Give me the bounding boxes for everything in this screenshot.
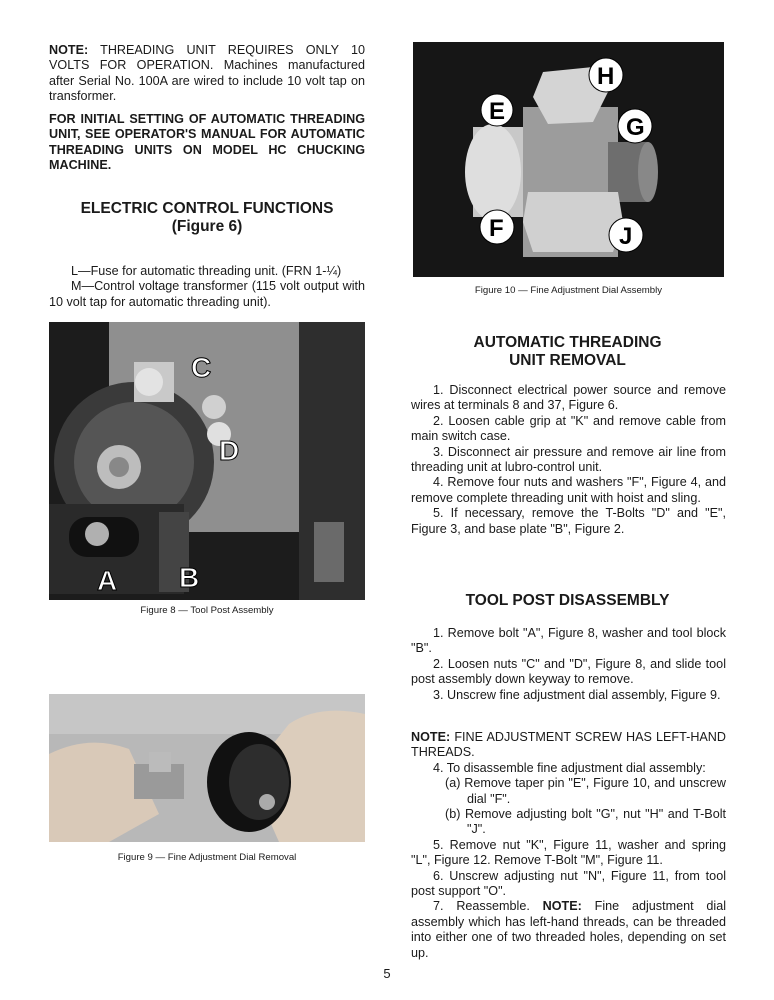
removal-steps bbox=[411, 383, 726, 537]
fig8-label-d: D bbox=[219, 435, 240, 466]
step-6: 6. Unscrew adjusting nut "N", Figure 11, from tool post support "O". bbox=[411, 868, 726, 899]
page-number: 5 bbox=[383, 966, 391, 981]
figure-10-photo bbox=[413, 42, 724, 277]
removal-step: 1. Disconnect electrical power source and remove wires at terminals 8 and 37, Figure 6. bbox=[411, 383, 726, 413]
note2-text: FINE ADJUSTMENT SCREW HAS LEFT-HAND THREADS. bbox=[411, 730, 727, 760]
figure-9-photo bbox=[49, 694, 365, 842]
fig10-label-h: H bbox=[597, 63, 615, 90]
removal-heading-line-2: UNIT REMOVAL bbox=[509, 352, 626, 369]
figure-9-caption: Figure 9 — Fine Adjustment Dial Removal bbox=[117, 852, 297, 863]
initial-setting-note: FOR INITIAL SETTING OF AUTOMATIC THREADING UNIT, SEE OPERATOR'S MANUAL FOR AUTOMATIC THREADING UNITS ON MODEL HC CHUCKING MACHINE. bbox=[49, 112, 365, 173]
disassembly-step: 2. Loosen nuts "C" and "D", Figure 8, and slide tool post assembly down keyway to remove. bbox=[411, 656, 726, 687]
voltage-note bbox=[49, 43, 365, 105]
removal-step: 5. If necessary, remove the T-Bolts "D" and "E", Figure 3, and base plate "B", Figure 2. bbox=[411, 506, 726, 536]
fig10-label-e: E bbox=[489, 98, 506, 125]
removal-heading bbox=[411, 334, 724, 370]
removal-step: 4. Remove four nuts and washers "F", Figure 4, and remove complete threading unit with hoist and sling. bbox=[411, 475, 726, 505]
step-7-note: NOTE: bbox=[542, 899, 582, 914]
step-4a: (a) Remove taper pin "E", Figure 10, and unscrew dial "F". bbox=[445, 776, 726, 806]
note-text: THREADING UNIT REQUIRES ONLY 10 VOLTS FOR OPERATION. Machines manufactured after Serial No. 100A are wired to include 10 volt tap on transformer. bbox=[49, 43, 365, 104]
removal-heading-line-1: AUTOMATIC THREADING bbox=[473, 334, 662, 351]
step-4: 4. To disassemble fine adjustment dial assembly: bbox=[433, 760, 706, 775]
fig10-label-g: G bbox=[626, 114, 645, 141]
removal-step: 2. Loosen cable grip at "K" and remove cable from main switch case. bbox=[411, 413, 726, 444]
heading-line-1: ELECTRIC CONTROL FUNCTIONS bbox=[80, 200, 334, 217]
fig8-label-c: C bbox=[191, 352, 212, 383]
left-hand-threads-note bbox=[411, 730, 726, 761]
step-7-prefix: 7. Reassemble. bbox=[433, 899, 530, 914]
step-4b: (b) Remove adjusting bolt "G", nut "H" and T-Bolt "J". bbox=[445, 807, 726, 837]
disassembly-step: 3. Unscrew fine adjustment dial assembly, Figure 9. bbox=[433, 687, 721, 702]
disassembly-steps bbox=[411, 626, 726, 703]
fig10-label-f: F bbox=[489, 215, 504, 242]
note-label: NOTE: bbox=[49, 43, 89, 57]
removal-step: 3. Disconnect air pressure and remove air line from threading unit at lubro-control unit. bbox=[411, 444, 726, 475]
figure-8-photo bbox=[49, 322, 365, 600]
disassembly-step: 1. Remove bolt "A", Figure 8, washer and tool block "B". bbox=[411, 626, 726, 656]
fig8-label-a: A bbox=[97, 565, 118, 596]
disassembly-heading: TOOL POST DISASSEMBLY bbox=[465, 592, 670, 609]
step-5: 5. Remove nut "K", Figure 11, washer and spring "L", Figure 12. Remove T-Bolt "M", Figure 11. bbox=[411, 837, 726, 868]
figure-8-caption: Figure 8 — Tool Post Assembly bbox=[140, 605, 274, 616]
fig10-label-j: J bbox=[619, 223, 633, 250]
note2-label: NOTE: bbox=[411, 730, 451, 744]
item-m: M—Control voltage transformer (115 volt output with 10 volt tap for automatic threading unit). bbox=[49, 279, 365, 309]
figure-10-caption: Figure 10 — Fine Adjustment Dial Assembly bbox=[474, 285, 663, 296]
control-items bbox=[49, 264, 365, 310]
step-7 bbox=[411, 899, 726, 961]
item-l: L—Fuse for automatic threading unit. (FRN 1-¼) bbox=[71, 264, 342, 278]
step-7-text: Fine adjustment dial assembly which has left-hand threads, can be threaded into either one of two threaded holes, depending on set up. bbox=[411, 899, 727, 960]
disassembly-continued bbox=[411, 730, 726, 961]
heading-line-2: (Figure 6) bbox=[171, 218, 243, 235]
electric-control-heading bbox=[49, 200, 365, 236]
fig8-label-b: B bbox=[179, 562, 200, 593]
